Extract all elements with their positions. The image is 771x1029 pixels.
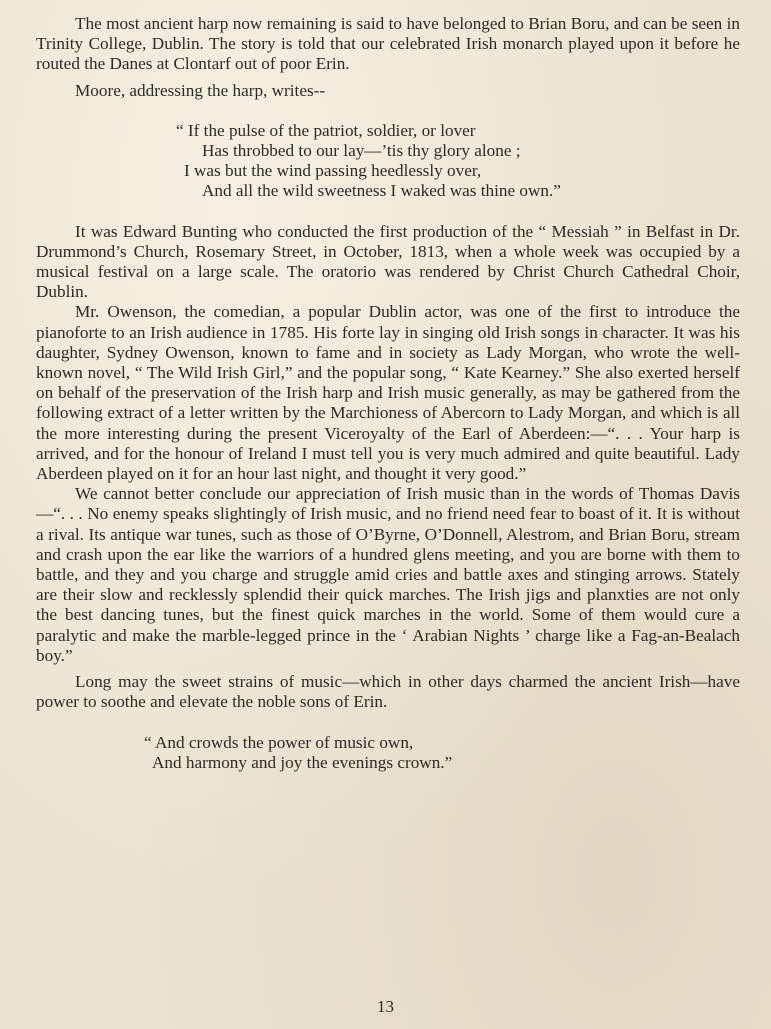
paragraph-thomas-davis: We cannot better conclude our appreciation of Irish music than in the words of Thomas Davis—“. . . No enemy speaks slightingly of Irish music, and no friend need fear to boast of it. It is without a rival. Its antique war tunes, such as those of O’Byrne, O’Donnell, Alestrom, and Brian Boru, stream and crash upon the ear like the warriors of a hundred glens meeting, and you are borne with them to battle, and they and you charge and struggle amid cries and battle axes and stinging arrows. Stately are their slow and recklessly splendid their quick marches. The Irish jigs and planxties are not only the best dancing tunes, but the finest quick marches in the world. Some of them would cure a paralytic and make the marble-legged prince in the ‘ Arabian Nights ’ charge like a Fag-an-Bealach boy.” [36, 484, 740, 665]
verse-line: I was but the wind passing heedlessly over, [184, 161, 482, 181]
paragraph-closing: Long may the sweet strains of music—which in other days charmed the ancient Irish—have power to soothe and elevate the noble sons of Erin. [36, 672, 740, 712]
paragraph-bunting-messiah: It was Edward Bunting who conducted the first production of the “ Messiah ” in Belfast in Dr. Drummond’s Church, Rosemary Street, in October, 1813, when a whole week was occupied by a musical festival on a large scale. The oratorio was rendered by Christ Church Cathedral Choir, Dublin. [36, 221, 740, 302]
verse-line: “ And crowds the power of music own, [144, 732, 414, 752]
verse-closing [36, 733, 740, 773]
paragraph-owenson: Mr. Owenson, the comedian, a popular Dublin actor, was one of the first to introduce the pianoforte to an Irish audience in 1785. His forte lay in singing old Irish songs in character. It was his daughter, Sydney Owenson, known to fame and in society as Lady Morgan, who wrote the well-known novel, “ The Wild Irish Girl,” and the popular song, “ Kate Kearney.” She also exerted herself on behalf of the preservation of the Irish harp and Irish music generally, as may be gathered from the following extract of a letter written by the Marchioness of Abercorn to Lady Morgan, and which is all the more interesting during the present Viceroyalty of the Earl of Aberdeen:—“. . . Your harp is arrived, and for the honour of Ireland I must tell you is very much admired and quite beautiful. Lady Aberdeen played on it for an hour last night, and thought it very good.” [36, 302, 740, 484]
paragraph-brian-boru-harp: The most ancient harp now remaining is said to have belonged to Brian Boru, and can be seen in Trinity College, Dublin. The story is told that our celebrated Irish monarch played upon it before he routed the Danes at Clontarf out of poor Erin. [36, 14, 740, 74]
body-text [36, 14, 740, 773]
page-number: 13 [377, 997, 394, 1016]
verse-moore [36, 121, 740, 202]
verse-line: And harmony and joy the evenings crown.” [152, 752, 453, 772]
verse-line: And all the wild sweetness I waked was thine own.” [202, 181, 561, 201]
paragraph-moore-intro: Moore, addressing the harp, writes-- [75, 80, 326, 100]
verse-line: Has throbbed to our lay—’tis thy glory alone ; [202, 141, 521, 161]
verse-line: “ If the pulse of the patriot, soldier, or lover [176, 120, 476, 140]
